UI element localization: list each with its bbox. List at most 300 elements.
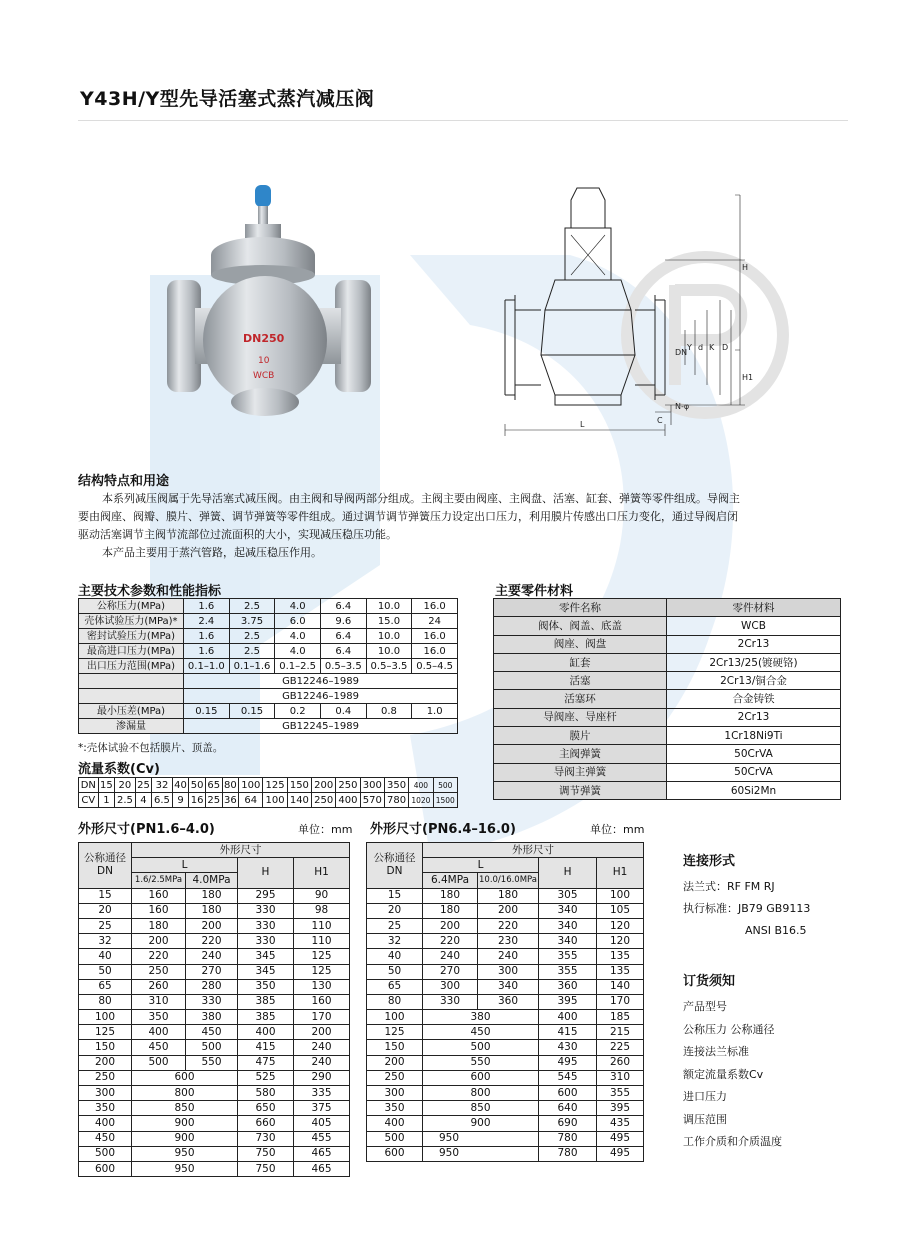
dims-cell: 550 bbox=[186, 1055, 238, 1070]
dims-cell: 600 bbox=[539, 1086, 597, 1101]
specs-cell: 4.0 bbox=[275, 644, 321, 659]
order-list bbox=[683, 996, 782, 1154]
dims-cell: 450 bbox=[186, 1025, 238, 1040]
dim-h1-label: H1 bbox=[742, 373, 754, 382]
materials-part: 导阀主弹簧 bbox=[494, 763, 667, 781]
dims-cell: 220 bbox=[423, 934, 478, 949]
flow-cell: 570 bbox=[360, 793, 384, 808]
dims-cell: 345 bbox=[238, 964, 294, 979]
table-row bbox=[79, 979, 350, 994]
structure-paragraph: 本系列减压阀属于先导活塞式减压阀。由主阀和导阀两部分组成。主阀主要由阀座、主阀盘、活塞、缸套、弹簧等零件组成。导阀主 bbox=[102, 492, 740, 505]
dims-cell: 290 bbox=[294, 1070, 350, 1085]
dims-cell: 640 bbox=[539, 1101, 597, 1116]
table-row bbox=[367, 1116, 644, 1131]
dims-cell: 495 bbox=[597, 1146, 644, 1161]
dims-cell: 345 bbox=[238, 949, 294, 964]
dims-l-header: L bbox=[132, 858, 238, 873]
flow-cell: 1500 bbox=[433, 793, 457, 808]
table-row bbox=[367, 1040, 644, 1055]
table-row bbox=[367, 1101, 644, 1116]
dims-header-row bbox=[79, 843, 350, 858]
specs-cell: 2.4 bbox=[184, 614, 230, 629]
dims-h-header: H bbox=[238, 858, 294, 888]
flow-cv-row bbox=[79, 793, 458, 808]
flow-dn-row bbox=[79, 778, 458, 793]
dims-h-header: H bbox=[539, 858, 597, 888]
dims-cell: 240 bbox=[478, 949, 539, 964]
dims-cell: 20 bbox=[79, 903, 132, 918]
dims-cell: 200 bbox=[478, 903, 539, 918]
materials-part: 缸套 bbox=[494, 653, 667, 671]
dims-cell: 50 bbox=[79, 964, 132, 979]
dims-cell: 375 bbox=[294, 1101, 350, 1116]
dims-cell: 180 bbox=[186, 903, 238, 918]
specs-row bbox=[79, 659, 458, 674]
materials-row bbox=[494, 708, 841, 726]
dims-cell: 135 bbox=[597, 964, 644, 979]
specs-cell: 0.5–4.5 bbox=[412, 659, 458, 674]
specs-cell: 0.4 bbox=[320, 704, 366, 719]
specs-cell: 0.1–1.0 bbox=[184, 659, 230, 674]
materials-header: 零件名称 bbox=[494, 599, 667, 617]
dims-cell: 500 bbox=[132, 1055, 186, 1070]
dims-cell: 300 bbox=[478, 964, 539, 979]
dims-cell: 950 bbox=[132, 1161, 238, 1176]
specs-cell: 1.0 bbox=[412, 704, 458, 719]
materials-part: 阀体、阀盖、底盖 bbox=[494, 617, 667, 635]
dims-low-heading: 外形尺寸(PN1.6–4.0) bbox=[78, 822, 215, 837]
materials-row bbox=[494, 672, 841, 690]
materials-material: 50CrVA bbox=[667, 763, 841, 781]
dims-cell: 385 bbox=[238, 994, 294, 1009]
dims-cell: 40 bbox=[367, 949, 423, 964]
dims-cell: 730 bbox=[238, 1131, 294, 1146]
specs-standard: GB12246–1989 bbox=[184, 674, 458, 689]
dims-cell: 300 bbox=[79, 1086, 132, 1101]
order-item: 公称压力 公称通径 bbox=[683, 1022, 775, 1036]
dims-cell: 400 bbox=[539, 1010, 597, 1025]
dims-cell: 430 bbox=[539, 1040, 597, 1055]
dims-cell: 15 bbox=[367, 888, 423, 903]
dims-cell: 100 bbox=[79, 1010, 132, 1025]
materials-heading: 主要零件材料 bbox=[495, 584, 574, 599]
dims-cell: 355 bbox=[597, 1086, 644, 1101]
table-row bbox=[79, 994, 350, 1009]
dims-cell: 270 bbox=[186, 964, 238, 979]
materials-material: 1Cr18Ni9Ti bbox=[667, 727, 841, 745]
dims-cell: 405 bbox=[294, 1116, 350, 1131]
table-row bbox=[367, 1025, 644, 1040]
specs-standard: GB12245–1989 bbox=[184, 719, 458, 734]
dims-cell: 360 bbox=[478, 994, 539, 1009]
specs-cell: 0.2 bbox=[275, 704, 321, 719]
dims-cell: 380 bbox=[186, 1010, 238, 1025]
dims-cell: 650 bbox=[238, 1101, 294, 1116]
dims-cell: 180 bbox=[186, 888, 238, 903]
flow-cell: 100 bbox=[263, 793, 287, 808]
dims-cell: 220 bbox=[478, 918, 539, 933]
structure-text bbox=[78, 490, 848, 562]
materials-part: 活塞环 bbox=[494, 690, 667, 708]
specs-cell: 1.6 bbox=[184, 629, 230, 644]
dims-cell: 305 bbox=[539, 888, 597, 903]
flow-cell: 64 bbox=[239, 793, 263, 808]
dims-cell: 550 bbox=[423, 1055, 539, 1070]
flow-cell: 500 bbox=[433, 778, 457, 793]
specs-footnote: *:壳体试验不包括膜片、顶盖。 bbox=[78, 742, 224, 754]
materials-material: 50CrVA bbox=[667, 745, 841, 763]
dims-cell: 600 bbox=[79, 1161, 132, 1176]
specs-cell: 2.5 bbox=[229, 629, 275, 644]
dims-cell: 465 bbox=[294, 1161, 350, 1176]
dims-cell: 180 bbox=[423, 903, 478, 918]
dims-cell: 200 bbox=[294, 1025, 350, 1040]
flow-cell: 780 bbox=[384, 793, 408, 808]
specs-table bbox=[78, 598, 458, 734]
dims-cell: 240 bbox=[294, 1055, 350, 1070]
materials-material: 2Cr13/铜合金 bbox=[667, 672, 841, 690]
table-row bbox=[367, 1010, 644, 1025]
specs-cell: 0.8 bbox=[366, 704, 412, 719]
dims-l2-header: 10.0/16.0MPa bbox=[478, 873, 539, 888]
specs-row bbox=[79, 614, 458, 629]
dims-cell: 180 bbox=[132, 918, 186, 933]
specs-row bbox=[79, 599, 458, 614]
dims-cell: 200 bbox=[367, 1055, 423, 1070]
page-title: Y43H/Y型先导活塞式蒸汽减压阀 bbox=[80, 88, 375, 110]
dims-cell: 455 bbox=[294, 1131, 350, 1146]
dim-d-label: d bbox=[698, 343, 704, 352]
specs-cell: 0.5–3.5 bbox=[320, 659, 366, 674]
flow-cell: 16 bbox=[190, 794, 204, 806]
materials-material: WCB bbox=[667, 617, 841, 635]
dims-cell: 330 bbox=[238, 934, 294, 949]
dims-l1-header: 6.4MPa bbox=[423, 873, 478, 888]
dims-low-unit: 单位：mm bbox=[298, 823, 353, 836]
dims-cell: 495 bbox=[539, 1055, 597, 1070]
dims-cell: 240 bbox=[186, 949, 238, 964]
dims-cell: 32 bbox=[79, 934, 132, 949]
flow-cell: 250 bbox=[312, 793, 336, 808]
dims-cell: 230 bbox=[478, 934, 539, 949]
table-row bbox=[367, 949, 644, 964]
flow-cell: 20 bbox=[115, 778, 135, 793]
dims-cell: 130 bbox=[294, 979, 350, 994]
flow-cell: 36 bbox=[223, 794, 237, 806]
dims-cell: 120 bbox=[597, 934, 644, 949]
dims-high-heading: 外形尺寸(PN6.4–16.0) bbox=[370, 822, 516, 837]
dims-high-unit: 单位：mm bbox=[590, 823, 645, 836]
specs-cell: 15.0 bbox=[366, 614, 412, 629]
dims-cell: 80 bbox=[367, 994, 423, 1009]
table-row bbox=[79, 934, 350, 949]
dims-cell: 355 bbox=[539, 949, 597, 964]
dims-cell: 65 bbox=[79, 979, 132, 994]
dims-cell: 435 bbox=[597, 1116, 644, 1131]
dims-cell: 780 bbox=[539, 1131, 597, 1146]
table-row bbox=[79, 903, 350, 918]
flow-cell: 32 bbox=[152, 778, 172, 793]
dims-cell: 900 bbox=[132, 1131, 238, 1146]
dims-cell: 450 bbox=[423, 1025, 539, 1040]
specs-cell: 4.0 bbox=[275, 599, 321, 614]
specs-cell: 10.0 bbox=[366, 629, 412, 644]
valve-photo bbox=[165, 180, 375, 425]
dims-cell: 40 bbox=[79, 949, 132, 964]
specs-row bbox=[79, 644, 458, 659]
dims-group-header: 外形尺寸 bbox=[132, 843, 350, 858]
dims-cell: 850 bbox=[423, 1101, 539, 1116]
dims-cell: 330 bbox=[238, 903, 294, 918]
table-row bbox=[367, 918, 644, 933]
specs-cell: 6.4 bbox=[320, 629, 366, 644]
dims-cell: 20 bbox=[367, 903, 423, 918]
dims-cell: 400 bbox=[367, 1116, 423, 1131]
dims-cell: 400 bbox=[132, 1025, 186, 1040]
materials-part: 膜片 bbox=[494, 727, 667, 745]
table-row bbox=[79, 1101, 350, 1116]
structure-paragraph: 本产品主要用于蒸汽管路，起减压稳压作用。 bbox=[102, 546, 322, 559]
flow-cell: 25 bbox=[207, 794, 221, 806]
table-row bbox=[79, 1116, 350, 1131]
dims-l-header: L bbox=[423, 858, 539, 873]
flow-cell: 350 bbox=[384, 778, 408, 793]
table-row bbox=[367, 903, 644, 918]
specs-row bbox=[79, 629, 458, 644]
dim-n-label: N-φ bbox=[675, 402, 690, 411]
materials-row bbox=[494, 727, 841, 745]
flow-cell: 125 bbox=[263, 778, 287, 793]
table-row bbox=[367, 1146, 644, 1161]
table-row bbox=[367, 979, 644, 994]
dims-cell: 185 bbox=[597, 1010, 644, 1025]
table-row bbox=[79, 1086, 350, 1101]
dims-cell: 500 bbox=[423, 1040, 539, 1055]
dims-cell: 125 bbox=[294, 949, 350, 964]
dims-cell: 800 bbox=[132, 1086, 238, 1101]
dims-cell: 310 bbox=[597, 1070, 644, 1085]
dims-cell: 660 bbox=[238, 1116, 294, 1131]
flow-cell: 4 bbox=[135, 793, 152, 808]
materials-part: 导阀座、导座杆 bbox=[494, 708, 667, 726]
materials-row bbox=[494, 617, 841, 635]
dims-cell: 260 bbox=[597, 1055, 644, 1070]
materials-row bbox=[494, 781, 841, 799]
dims-cell: 240 bbox=[294, 1040, 350, 1055]
dim-l-label: L bbox=[580, 420, 585, 429]
connection-heading: 连接形式 bbox=[683, 854, 736, 869]
table-row bbox=[79, 1010, 350, 1025]
flow-cell: 40 bbox=[174, 779, 187, 791]
dims-cell: 330 bbox=[238, 918, 294, 933]
flow-label: CV bbox=[79, 793, 99, 808]
dims-cell: 125 bbox=[367, 1025, 423, 1040]
dims-cell: 900 bbox=[132, 1116, 238, 1131]
dims-cell: 215 bbox=[597, 1025, 644, 1040]
dims-cell: 355 bbox=[539, 964, 597, 979]
table-row bbox=[79, 1070, 350, 1085]
table-row bbox=[367, 964, 644, 979]
specs-label: 壳体试验压力(MPa)* bbox=[79, 614, 184, 629]
dims-cell: 32 bbox=[367, 934, 423, 949]
materials-material: 2Cr13 bbox=[667, 708, 841, 726]
dims-cell: 100 bbox=[597, 888, 644, 903]
dims-cell: 25 bbox=[79, 918, 132, 933]
dims-cell: 385 bbox=[238, 1010, 294, 1025]
specs-cell: 6.0 bbox=[275, 614, 321, 629]
order-heading: 订货须知 bbox=[683, 974, 736, 989]
materials-material: 2Cr13 bbox=[667, 635, 841, 653]
connection-ansi: ANSI B16.5 bbox=[745, 924, 807, 937]
dims-cell: 270 bbox=[423, 964, 478, 979]
specs-cell: 16.0 bbox=[412, 629, 458, 644]
dims-cell: 160 bbox=[132, 903, 186, 918]
dims-cell: 90 bbox=[294, 888, 350, 903]
dims-cell: 395 bbox=[597, 1101, 644, 1116]
dims-cell: 310 bbox=[132, 994, 186, 1009]
dims-cell: 340 bbox=[478, 979, 539, 994]
table-row bbox=[79, 1025, 350, 1040]
dims-cell: 250 bbox=[79, 1070, 132, 1085]
structure-paragraph: 要由阀座、阀瓣、膜片、弹簧、调节弹簧等零件组成。通过调节调节弹簧压力设定出口压力，利用膜片传感出口压力变化，通过导阀启闭 bbox=[78, 510, 738, 523]
order-item: 额定流量系数Cv bbox=[683, 1067, 764, 1081]
specs-cell: 0.15 bbox=[229, 704, 275, 719]
valve-drawing bbox=[495, 180, 755, 440]
dims-cell: 580 bbox=[238, 1086, 294, 1101]
specs-heading: 主要技术参数和性能指标 bbox=[78, 584, 222, 599]
specs-label: 公称压力(MPa) bbox=[79, 599, 184, 614]
dims-cell: 180 bbox=[478, 888, 539, 903]
dims-cell: 600 bbox=[423, 1070, 539, 1085]
dims-cell: 465 bbox=[294, 1146, 350, 1161]
specs-cell: 2.5 bbox=[229, 599, 275, 614]
materials-material: 2Cr13/25(镀硬铬) bbox=[667, 653, 841, 671]
materials-part: 主阀弹簧 bbox=[494, 745, 667, 763]
flow-cell: 25 bbox=[137, 779, 150, 791]
dims-cell: 260 bbox=[132, 979, 186, 994]
specs-cell: 0.1–2.5 bbox=[275, 659, 321, 674]
order-item: 调压范围 bbox=[683, 1112, 727, 1126]
specs-label bbox=[79, 674, 184, 689]
materials-header: 零件材料 bbox=[667, 599, 841, 617]
flow-heading: 流量系数(Cv) bbox=[78, 762, 160, 777]
structure-heading: 结构特点和用途 bbox=[78, 474, 170, 489]
photo-material-text: WCB bbox=[253, 371, 275, 381]
flow-cell: 100 bbox=[239, 778, 263, 793]
specs-cell: 10.0 bbox=[366, 599, 412, 614]
dim-d-outer-label: D bbox=[722, 343, 729, 352]
dims-cell: 525 bbox=[238, 1070, 294, 1085]
flow-cell: 200 bbox=[312, 778, 336, 793]
photo-pn-text: 10 bbox=[258, 356, 270, 366]
specs-cell: 0.15 bbox=[184, 704, 230, 719]
dims-cell: 125 bbox=[79, 1025, 132, 1040]
dims-header-row bbox=[367, 843, 644, 858]
specs-cell: 10.0 bbox=[366, 644, 412, 659]
dims-cell: 350 bbox=[238, 979, 294, 994]
table-row bbox=[367, 888, 644, 903]
flow-label: DN bbox=[79, 778, 99, 793]
flow-cell: 250 bbox=[336, 778, 360, 793]
specs-cell: 16.0 bbox=[412, 644, 458, 659]
specs-cell: 16.0 bbox=[412, 599, 458, 614]
dims-cell: 250 bbox=[132, 964, 186, 979]
dims-cell: 250 bbox=[367, 1070, 423, 1085]
table-row bbox=[79, 1040, 350, 1055]
dims-cell: 400 bbox=[238, 1025, 294, 1040]
specs-standard: GB12246–1989 bbox=[184, 689, 458, 704]
dims-cell: 80 bbox=[79, 994, 132, 1009]
specs-row bbox=[79, 674, 458, 689]
flow-cell: 6.5 bbox=[152, 793, 172, 808]
dims-cell: 780 bbox=[539, 1146, 597, 1161]
dims-cell: 225 bbox=[597, 1040, 644, 1055]
specs-row bbox=[79, 719, 458, 734]
dims-cell: 125 bbox=[294, 964, 350, 979]
dim-k-label: K bbox=[709, 343, 715, 352]
dims-cell: 850 bbox=[132, 1101, 238, 1116]
dims-cell: 400 bbox=[79, 1116, 132, 1131]
dims-cell: 450 bbox=[132, 1040, 186, 1055]
dims-cell: 25 bbox=[367, 918, 423, 933]
dims-cell: 200 bbox=[423, 918, 478, 933]
table-row bbox=[79, 1131, 350, 1146]
flow-cell: 15 bbox=[100, 779, 113, 791]
dims-cell: 690 bbox=[539, 1116, 597, 1131]
table-row bbox=[79, 1161, 350, 1176]
connection-standard: 执行标准：JB79 GB9113 bbox=[683, 902, 811, 915]
specs-row bbox=[79, 704, 458, 719]
dims-high-table bbox=[366, 842, 644, 1162]
materials-row bbox=[494, 653, 841, 671]
table-row bbox=[79, 949, 350, 964]
dims-cell: 220 bbox=[186, 934, 238, 949]
flow-cell: 65 bbox=[207, 779, 221, 791]
dims-cell: 15 bbox=[79, 888, 132, 903]
materials-material: 合金铸铁 bbox=[667, 690, 841, 708]
dims-cell: 415 bbox=[539, 1025, 597, 1040]
dims-cell: 170 bbox=[294, 1010, 350, 1025]
dims-cell: 98 bbox=[294, 903, 350, 918]
dims-cell: 150 bbox=[367, 1040, 423, 1055]
dims-cell: 110 bbox=[294, 918, 350, 933]
dims-cell: 500 bbox=[367, 1131, 423, 1146]
title-divider bbox=[78, 120, 848, 121]
specs-cell: 2.5 bbox=[229, 644, 275, 659]
dims-l1-header: 1.6/2.5MPa bbox=[132, 873, 186, 888]
table-row bbox=[79, 964, 350, 979]
table-row bbox=[79, 1146, 350, 1161]
flow-cell: 400 bbox=[336, 793, 360, 808]
materials-row bbox=[494, 763, 841, 781]
flow-table bbox=[78, 777, 458, 808]
dim-h-label: H bbox=[742, 263, 749, 272]
dims-cell: 545 bbox=[539, 1070, 597, 1085]
specs-label: 最小压差(MPa) bbox=[79, 704, 184, 719]
dims-cell: 180 bbox=[423, 888, 478, 903]
specs-row bbox=[79, 689, 458, 704]
flow-cell: 300 bbox=[360, 778, 384, 793]
dims-cell: 500 bbox=[186, 1040, 238, 1055]
structure-paragraph: 驱动活塞调节主阀节流部位过流面积的大小，实现减压稳压功能。 bbox=[78, 528, 397, 541]
dims-cell: 330 bbox=[423, 994, 478, 1009]
materials-table bbox=[493, 598, 841, 800]
specs-label: 密封试验压力(MPa) bbox=[79, 629, 184, 644]
flow-cell: 50 bbox=[190, 779, 204, 791]
specs-cell: 6.4 bbox=[320, 644, 366, 659]
specs-label: 出口压力范围(MPa) bbox=[79, 659, 184, 674]
dims-h1-header: H1 bbox=[597, 858, 644, 888]
